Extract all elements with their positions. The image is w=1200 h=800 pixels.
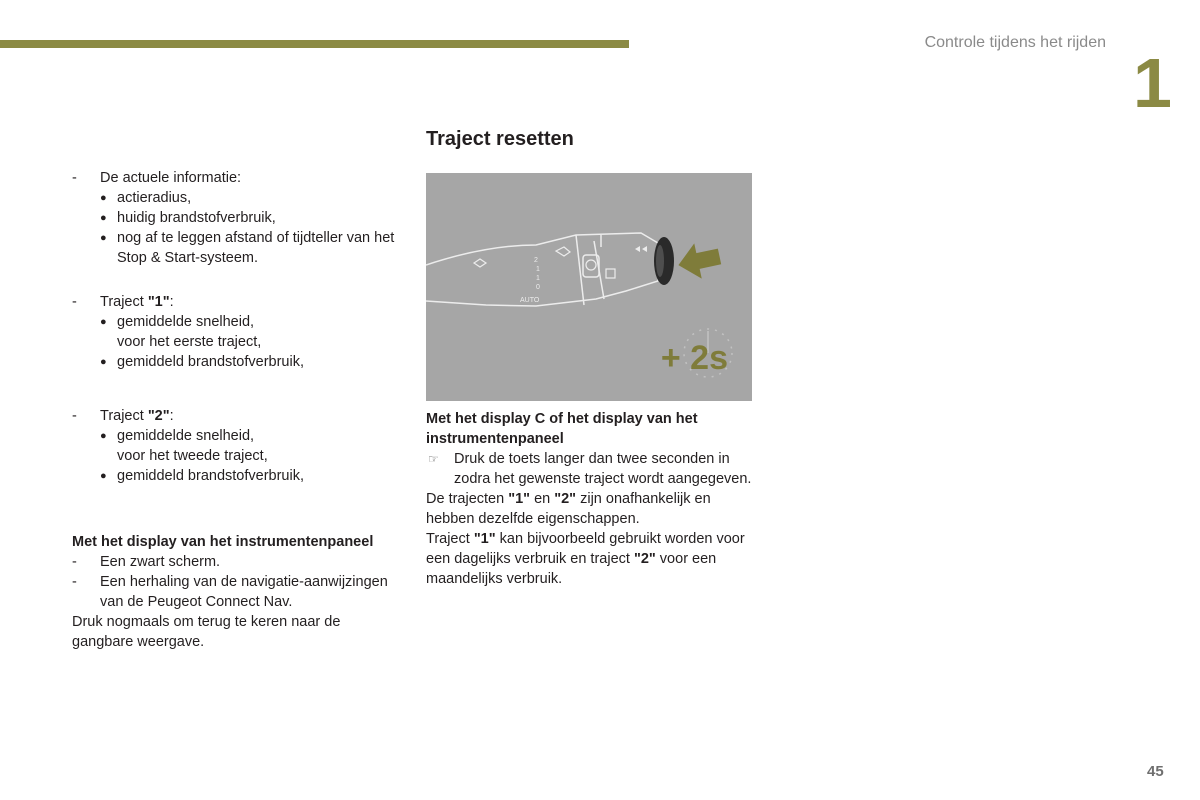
right-column xyxy=(426,125,752,589)
list-item-text: gemiddelde snelheid, xyxy=(117,428,255,444)
trip2-label: "2" xyxy=(633,551,656,567)
list-item: ● huidig brandstofverbruik, xyxy=(100,208,402,228)
list-item xyxy=(100,426,402,466)
panel-item: - Een zwart scherm. xyxy=(72,552,402,572)
instruction-step xyxy=(426,449,752,489)
chapter-number: 1 xyxy=(1133,44,1172,122)
trip2-label: "2" xyxy=(147,408,170,424)
trip1-suffix: : xyxy=(169,294,174,310)
text-run: De trajecten xyxy=(426,491,509,507)
page-number: 45 xyxy=(1147,763,1164,780)
trip1-item xyxy=(72,292,402,372)
header-accent-bar xyxy=(0,40,629,48)
list-item xyxy=(100,312,402,352)
paragraph-trips xyxy=(426,489,752,529)
trip2-list xyxy=(100,426,402,486)
list-item: ● actieradius, xyxy=(100,188,402,208)
text-run: Traject xyxy=(426,531,474,547)
trip2-suffix: : xyxy=(169,408,174,424)
list-item-text: voor het tweede traject, xyxy=(117,448,268,464)
running-title: Controle tijdens het rijden xyxy=(924,34,1106,51)
list-item: ● gemiddeld brandstofverbruik, xyxy=(100,466,402,486)
text-run: zijn onafhankelijk en hebben dezelfde eigenschappen. xyxy=(426,491,711,527)
hold-duration-label: + 2s xyxy=(660,339,728,377)
figure-caption: Met het display C of het display van het instrumentenpaneel xyxy=(426,411,698,447)
stalk-label: 1 xyxy=(536,266,540,273)
current-info-item xyxy=(72,168,402,268)
trip1-label: "1" xyxy=(473,531,496,547)
section-title: Traject resetten xyxy=(426,128,574,150)
trip2-prefix: Traject xyxy=(100,408,148,424)
list-item: ● gemiddeld brandstofverbruik, xyxy=(100,352,402,372)
panel-heading: Met het display van het instrumentenpaneel xyxy=(72,534,374,550)
panel-outro: Druk nogmaals om terug te keren naar de gangbare weergave. xyxy=(72,614,341,650)
trip2-label: "2" xyxy=(554,491,577,507)
list-item-text: gemiddelde snelheid, xyxy=(117,314,255,330)
trip1-label: "1" xyxy=(508,491,531,507)
trip1-list xyxy=(100,312,402,372)
trip-button-highlight xyxy=(656,245,664,277)
text-run: en xyxy=(530,491,555,507)
instruction-text: Druk de toets langer dan twee seconden in zodra het gewenste traject wordt aangegeven. xyxy=(454,451,752,487)
current-info-label: De actuele informatie: xyxy=(100,170,242,186)
trip1-label: "1" xyxy=(147,294,170,310)
pointing-hand-icon: ☞ xyxy=(428,452,439,466)
stalk-label: 2 xyxy=(534,257,538,264)
panel-item: - Een herhaling van de navigatie-aanwijzingen van de Peugeot Connect Nav. xyxy=(72,572,402,612)
list-item: ● nog af te leggen afstand of tijdteller van het Stop & Start-systeem. xyxy=(100,228,402,268)
paragraph-example xyxy=(426,529,752,589)
trip2-item xyxy=(72,406,402,486)
text-run: kan bijvoorbeeld gebruikt worden voor een dagelijks verbruik en traject xyxy=(426,531,745,567)
list-item-text: voor het eerste traject, xyxy=(117,334,262,350)
text-run: voor een maandelijks verbruik. xyxy=(426,551,717,587)
left-column xyxy=(72,168,402,652)
stalk-label: AUTO xyxy=(520,297,540,304)
current-info-list xyxy=(100,188,402,268)
stalk-illustration xyxy=(426,173,752,401)
stalk-label: 0 xyxy=(536,284,540,291)
stalk-label: 1 xyxy=(536,275,540,282)
trip1-prefix: Traject xyxy=(100,294,148,310)
